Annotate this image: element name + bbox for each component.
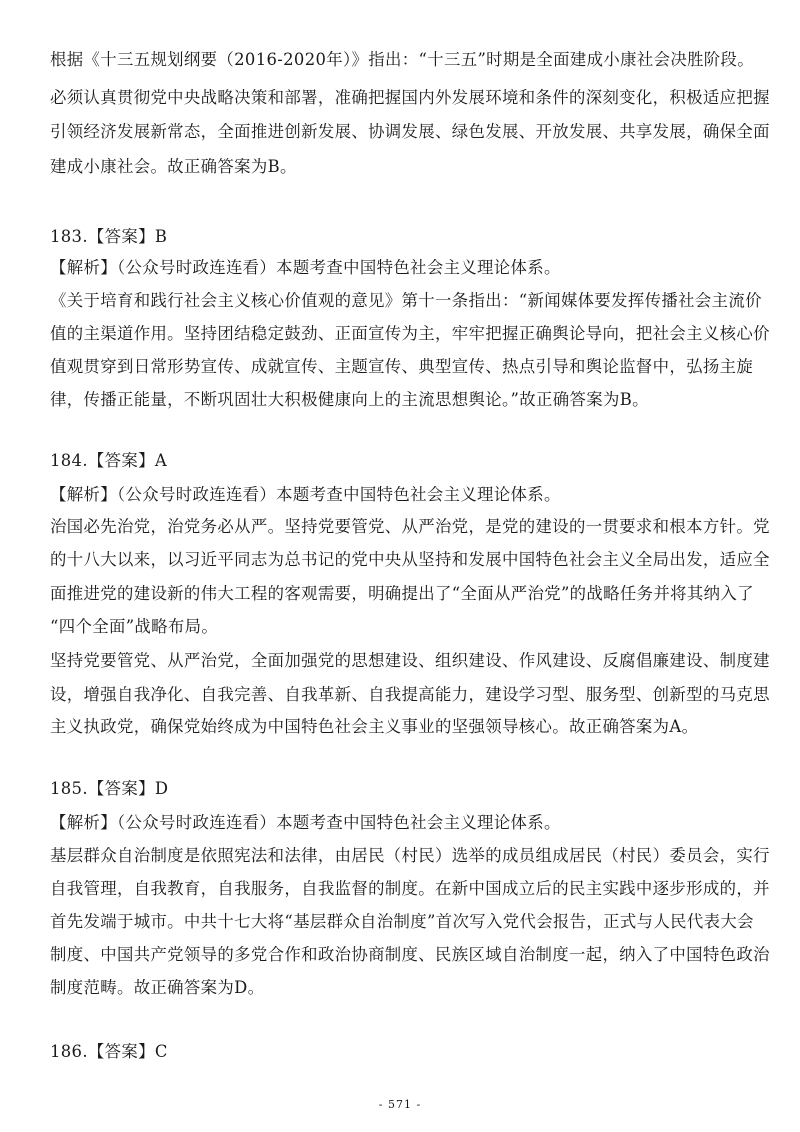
intro-line-3: 引领经济发展新常态，全面推进创新发展、协调发展、绿色发展、开放发展、共享发展，确保全面 (50, 122, 770, 141)
q184-body-line-5: 坚持党要管党、从严治党，全面加强党的思想建设、组织建设、作风建设、反腐倡廉建设、制度建 (50, 651, 770, 670)
q183-body-line-3: 值观贯穿到日常形势宣传、成就宣传、主题宣传、典型宣传、热点引导和舆论监督中，弘扬主旋 (50, 357, 754, 376)
intro-line-4: 建成小康社会。故正确答案为B。 (50, 157, 297, 176)
q185-body-line-1: 基层群众自治制度是依照宪法和法律，由居民（村民）选举的成员组成居民（村民）委员会，实行 (50, 846, 770, 865)
q185-body-line-5: 制度范畴。故正确答案为D。 (50, 978, 265, 997)
q184-body-line-1: 治国必先治党，治党务必从严。坚持党要管党、从严治党，是党的建设的一贯要求和根本方针。党 (50, 517, 770, 536)
q184-body-line-7: 主义执政党，确保党始终成为中国特色社会主义事业的坚强领导核心。故正确答案为A。 (50, 717, 699, 736)
q184-answer-line: 184.【答案】A (50, 451, 168, 470)
q183-answer-line: 183.【答案】B (50, 227, 168, 246)
q183-body-line-4: 律，传播正能量，不断巩固壮大积极健康向上的主流思想舆论。”故正确答案为B。 (50, 390, 649, 409)
q185-body-line-2: 自我管理，自我教育，自我服务，自我监督的制度。在新中国成立后的民主实践中逐步形成的，并 (50, 879, 770, 898)
page-number: - 571 - (378, 1098, 422, 1111)
q184-body-line-3: 面推进党的建设新的伟大工程的客观需要，明确提出了“全面从严治党”的战略任务并将其纳入了 (50, 584, 754, 603)
q186-answer-line: 186.【答案】C (50, 1042, 168, 1061)
intro-line-2: 必须认真贯彻党中央战略决策和部署，准确把握国内外发展环境和条件的深刻变化，积极适应把握 (50, 88, 770, 107)
q183-body-line-1: 《关于培育和践行社会主义核心价值观的意见》第十一条指出：“新闻媒体要发挥传播社会主流价 (50, 291, 762, 310)
q185-analysis-line: 【解析】（公众号时政连连看）本题考查中国特色社会主义理论体系。 (50, 813, 561, 832)
q184-body-line-4: “四个全面”战略布局。 (50, 617, 219, 636)
q185-body-line-4: 制度、中国共产党领导的多党合作和政治协商制度、民族区域自治制度一起，纳入了中国特色政治 (50, 945, 770, 964)
q183-analysis-line: 【解析】（公众号时政连连看）本题考查中国特色社会主义理论体系。 (50, 258, 561, 277)
q183-body-line-2: 值的主渠道作用。坚持团结稳定鼓劲、正面宣传为主，牢牢把握正确舆论导向，把社会主义核心价 (50, 324, 770, 343)
q185-answer-line: 185.【答案】D (50, 779, 169, 798)
q185-body-line-3: 首先发端于城市。中共十七大将“基层群众自治制度”首次写入党代会报告，正式与人民代表大会 (50, 912, 754, 931)
q184-body-line-6: 设，增强自我净化、自我完善、自我革新、自我提高能力，建设学习型、服务型、创新型的马克思 (50, 685, 770, 704)
q184-body-line-2: 的十八大以来，以习近平同志为总书记的党中央从坚持和发展中国特色社会主义全局出发，适应全 (50, 550, 770, 569)
q184-analysis-line: 【解析】（公众号时政连连看）本题考查中国特色社会主义理论体系。 (50, 485, 561, 504)
intro-line-1: 根据《十三五规划纲要（2016-2020年）》指出：“十三五”时期是全面建成小康社会决胜阶段。 (50, 50, 755, 69)
